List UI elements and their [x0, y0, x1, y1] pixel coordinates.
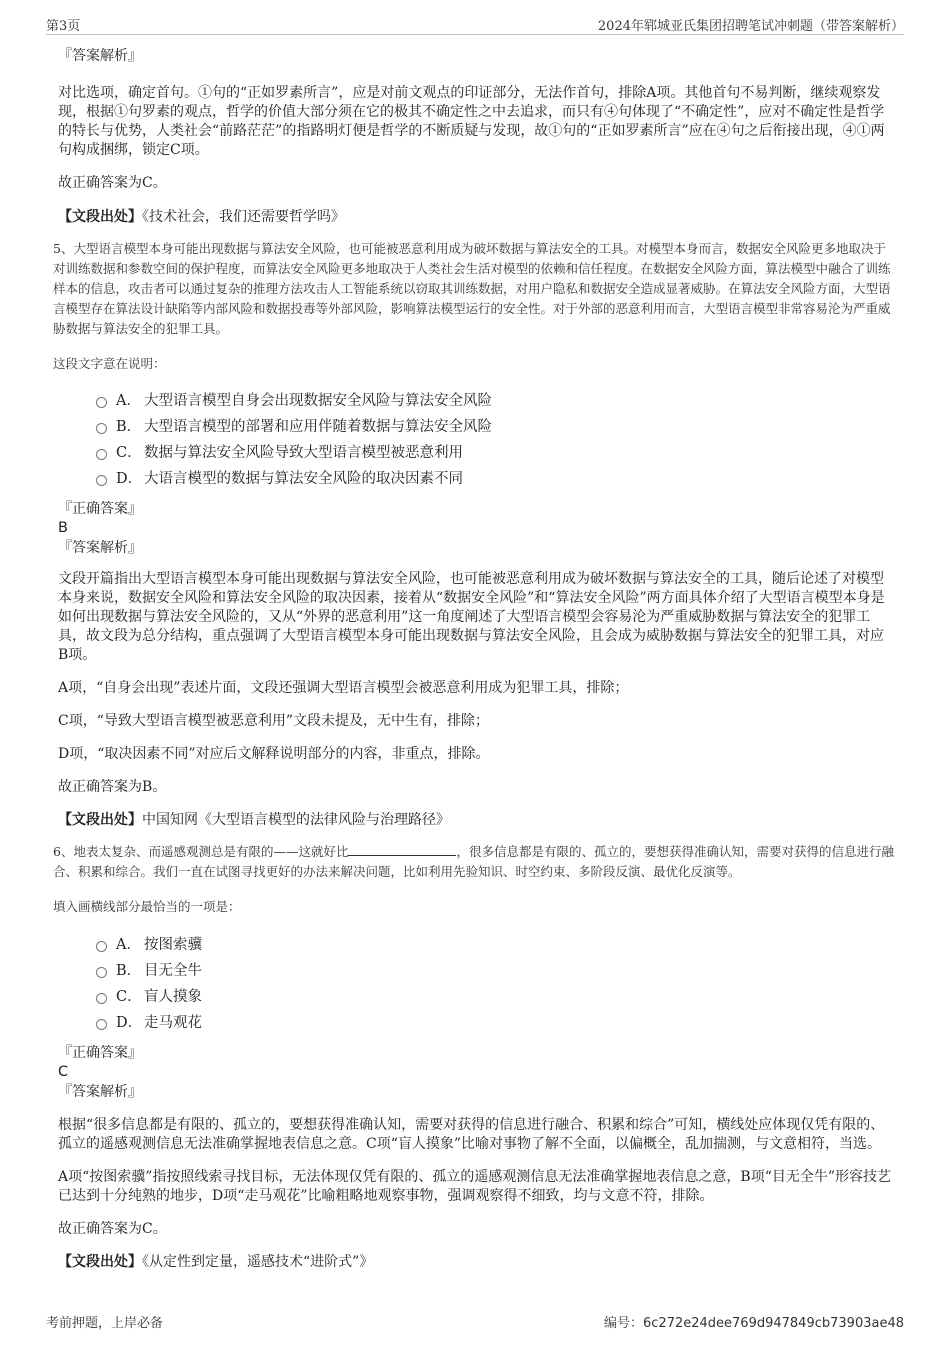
radio-button-icon[interactable] — [96, 475, 107, 486]
option-b[interactable]: B． 目无全牛 — [58, 958, 894, 984]
radio-button-icon[interactable] — [96, 449, 107, 460]
analysis-note: C项，“导致大型语言模型被恶意利用”文段未提及，无中生有，排除； — [58, 713, 490, 729]
option-c[interactable]: C． 盲人摸象 — [58, 984, 894, 1010]
question-5-options — [58, 388, 894, 492]
question-6-options — [58, 932, 894, 1036]
analysis-note: D项，“取决因素不同”对应后文解释说明部分的内容，非重点，排除。 — [58, 746, 490, 762]
analysis-label: 『答案解析』 — [58, 1084, 142, 1100]
analysis-label: 『答案解析』 — [58, 540, 142, 556]
fill-blank — [348, 843, 456, 856]
option-b[interactable]: B． 大型语言模型的部署和应用伴随着数据与算法安全风险 — [58, 414, 894, 440]
option-d[interactable]: D． 走马观花 — [58, 1010, 894, 1036]
conclusion-text: 故正确答案为C。 — [58, 175, 167, 191]
answer-value: B — [58, 520, 68, 536]
page-number: 第3页 — [46, 19, 81, 34]
source-tag: 【文段出处】 — [58, 209, 142, 225]
source-text: 《技术社会，我们还需要哲学吗》 — [142, 209, 345, 225]
question-5-prompt: 这段文字意在说明： — [53, 356, 166, 371]
option-a[interactable]: A． 大型语言模型自身会出现数据安全风险与算法安全风险 — [58, 388, 894, 414]
answer-label: 『正确答案』 — [58, 501, 142, 517]
option-a[interactable]: A． 按图索骥 — [58, 932, 894, 958]
source-line — [58, 811, 894, 830]
page-header — [46, 14, 904, 35]
radio-button-icon[interactable] — [96, 1019, 107, 1030]
radio-button-icon[interactable] — [96, 967, 107, 978]
option-c[interactable]: C． 数据与算法安全风险导致大型语言模型被恶意利用 — [58, 440, 894, 466]
option-d[interactable]: D． 大语言模型的数据与算法安全风险的取决因素不同 — [58, 466, 894, 492]
answer-value: C — [58, 1064, 69, 1080]
conclusion-text: 故正确答案为B。 — [58, 779, 167, 795]
source-line — [58, 208, 894, 227]
page-content — [53, 44, 894, 1272]
footer-slogan: 考前押题，上岸必备 — [46, 1316, 164, 1331]
document-title: 2024年郓城亚氏集团招聘笔试冲刺题（带答案解析） — [597, 19, 904, 34]
radio-button-icon[interactable] — [96, 941, 107, 952]
radio-button-icon[interactable] — [96, 423, 107, 434]
question-6-text: 6、地表太复杂、而遥感观测总是有限的——这就好比 ，很多信息都是有限的、孤立的，要想获得准确认知，需要对获得的信息进行融合、积累和综合。我们一直在试图寻找更好的办法来解决问题，比如利用先验知识、时空约束、多阶段反演、最优化反演等。 — [53, 844, 894, 879]
analysis-note: A项，“自身会出现”表述片面，文段还强调大型语言模型会被恶意利用成为犯罪工具，排除； — [58, 680, 629, 696]
conclusion-text: 故正确答案为C。 — [58, 1221, 167, 1237]
source-tag: 【文段出处】 — [58, 1254, 142, 1270]
analysis-text: 根据“很多信息都是有限的、孤立的，要想获得准确认知，需要对获得的信息进行融合、积累和综合”可知，横线处应体现仅凭有限的、孤立的遥感观测信息无法准确掌握地表信息之意。C项“盲人摸象”比喻对事物了解不全面，以偏概全，乱加揣测，与文意相符，当选。 — [58, 1117, 885, 1152]
question-6-prompt: 填入画横线部分最恰当的一项是： — [53, 899, 241, 914]
question-5-text: 5、大型语言模型本身可能出现数据与算法安全风险，也可能被恶意利用成为破坏数据与算法安全的工具。对模型本身而言，数据安全风险更多地取决于对训练数据和参数空间的保护程度，而算法安全风险更多地取决于人类社会生活对模型的依赖和信任程度。在数据安全风险方面，算法模型中融合了训练样本的信息，攻击者可以通过复杂的推理方法攻击人工智能系统以窃取其训练数据，对用户隐私和数据安全造成显著威胁。在算法安全风险方面，大型语言模型存在算法设计缺陷等内部风险和数据投毒等外部风险，影响算法模型运行的安全性。对于外部的恶意利用而言，大型语言模型非常容易沦为严重威胁数据与算法安全的犯罪工具。 — [53, 241, 891, 336]
source-tag: 【文段出处】 — [58, 812, 142, 828]
source-text: 《从定性到定量，遥感技术“进阶式”》 — [142, 1254, 374, 1270]
source-text: 中国知网《大型语言模型的法律风险与治理路径》 — [142, 812, 450, 828]
answer-label: 『正确答案』 — [58, 1045, 142, 1061]
analysis-text: 文段开篇指出大型语言模型本身可能出现数据与算法安全风险，也可能被恶意利用成为破坏数据与算法安全的工具，随后论述了对模型本身来说，数据安全风险和算法安全风险的取决因素，接着从“数据安全风险”和“算法安全风险”两方面具体介绍了大型语言模型本身是如何出现数据与算法安全风险的，又从“外界的恶意利用”这一角度阐述了大型语言模型会容易沦为严重威胁数据与算法安全的犯罪工具，故文段为总分结构，重点强调了大型语言模型本身可能出现数据与算法安全风险，且会成为威胁数据与算法安全的犯罪工具，对应B项。 — [58, 571, 885, 663]
analysis-note: A项“按图索骥”指按照线索寻找目标，无法体现仅凭有限的、孤立的遥感观测信息无法准确掌握地表信息之意，B项“目无全牛”形容技艺已达到十分纯熟的地步，D项“走马观花”比喻粗略地观察事物，强调观察得不细致，均与文意不符，排除。 — [58, 1169, 892, 1204]
analysis-text: 对比选项，确定首句。①句的“正如罗素所言”，应是对前文观点的印证部分，无法作首句，排除A项。其他首句不易判断，继续观察发现，根据①句罗素的观点，哲学的价值大部分须在它的极其不确定性之中去追求，而只有④句体现了“不确定性”，应对不确定性是哲学的特长与优势，人类社会“前路茫茫”的指路明灯便是哲学的不断质疑与发现，故①句的“正如罗素所言”应在④句之后衔接出现，④①两句构成捆绑，锁定C项。 — [58, 85, 885, 158]
document-code: 编号：6c272e24dee769d947849cb73903ae48 — [604, 1316, 904, 1331]
source-line — [58, 1253, 894, 1272]
analysis-label: 『答案解析』 — [58, 48, 142, 64]
radio-button-icon[interactable] — [96, 397, 107, 408]
radio-button-icon[interactable] — [96, 993, 107, 1004]
